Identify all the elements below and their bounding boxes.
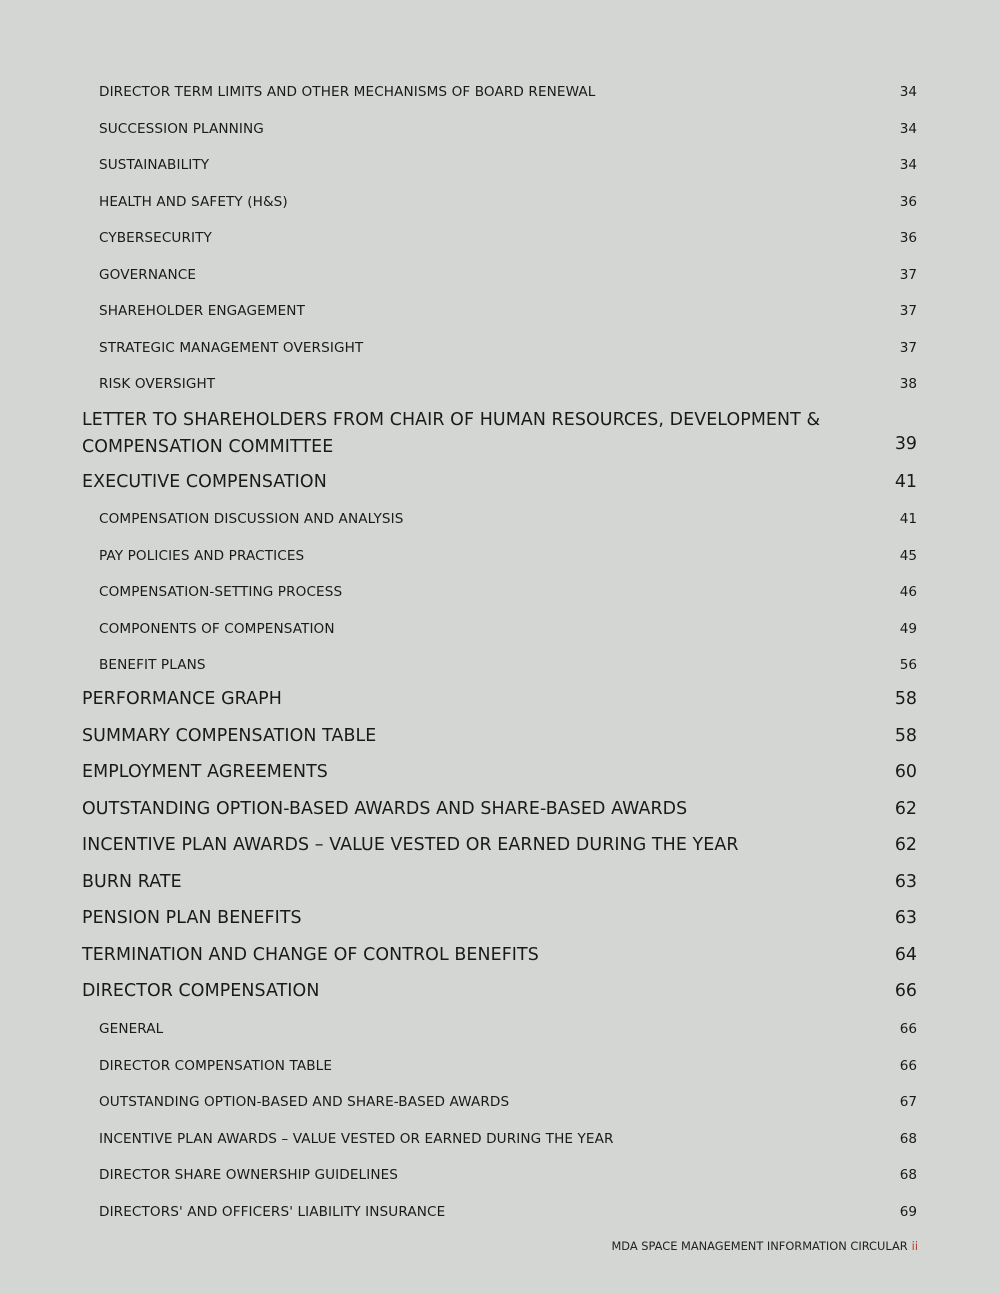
- toc-entry-page-number: 37: [899, 303, 917, 319]
- toc-entry-title: EMPLOYMENT AGREEMENTS: [82, 762, 328, 782]
- toc-entry-title: TERMINATION AND CHANGE OF CONTROL BENEFITS: [82, 945, 539, 965]
- toc-entry-title: DIRECTOR TERM LIMITS AND OTHER MECHANISMS OF BOARD RENEWAL: [99, 84, 596, 100]
- toc-entry-title: SUSTAINABILITY: [99, 157, 210, 173]
- toc-entry-title: EXECUTIVE COMPENSATION: [82, 472, 327, 492]
- footer-title: MDA SPACE MANAGEMENT INFORMATION CIRCULAR: [611, 1239, 908, 1253]
- toc-entry-page-number: 62: [894, 799, 917, 819]
- toc-entry-page-number: 37: [899, 340, 917, 356]
- toc-entry-title: COMPONENTS OF COMPENSATION: [99, 621, 335, 637]
- toc-entry-title: OUTSTANDING OPTION-BASED AWARDS AND SHARE-BASED AWARDS: [82, 799, 688, 819]
- toc-entry-page-number: 38: [899, 376, 917, 392]
- toc-entry-page-number: 62: [894, 835, 917, 855]
- toc-entry-title: RISK OVERSIGHT: [99, 376, 216, 392]
- toc-entry-title: GOVERNANCE: [99, 267, 197, 283]
- toc-entry-page-number: 37: [899, 267, 917, 283]
- toc-entry-page-number: 68: [899, 1167, 917, 1183]
- toc-entry-page-number: 45: [899, 548, 917, 564]
- toc-entry-page-number: 41: [899, 511, 917, 527]
- toc-entry-title: DIRECTORS' AND OFFICERS' LIABILITY INSURANCE: [99, 1204, 446, 1220]
- toc-entry-title: BURN RATE: [82, 872, 182, 892]
- toc-entry-page-number: 66: [894, 981, 917, 1001]
- toc-entry-title: GENERAL: [99, 1021, 164, 1037]
- toc-entry-page-number: 63: [894, 872, 917, 892]
- toc-entry-page-number: 49: [899, 621, 917, 637]
- toc-entry-title: SUCCESSION PLANNING: [99, 121, 264, 137]
- toc-entry-page-number: 36: [899, 194, 917, 210]
- toc-entry-title: SHAREHOLDER ENGAGEMENT: [99, 303, 305, 319]
- toc-entry-title: HEALTH AND SAFETY (H&S): [99, 194, 288, 210]
- toc-entry-page-number: 58: [894, 689, 917, 709]
- toc-entry-page-number: 68: [899, 1131, 917, 1147]
- toc-entry-page-number: 64: [894, 945, 917, 965]
- toc-entry-title: PAY POLICIES AND PRACTICES: [99, 548, 305, 564]
- toc-entry-title: DIRECTOR COMPENSATION: [82, 981, 320, 1001]
- toc-entry-page-number: 34: [899, 157, 917, 173]
- toc-entry-page-number: 60: [894, 762, 917, 782]
- toc-entry-page-number: 34: [899, 121, 917, 137]
- toc-entry-title: INCENTIVE PLAN AWARDS – VALUE VESTED OR EARNED DURING THE YEAR: [82, 835, 739, 855]
- toc-entry-page-number: 66: [899, 1058, 917, 1074]
- toc-entry-title: BENEFIT PLANS: [99, 657, 206, 673]
- toc-entry-page-number: 58: [894, 726, 917, 746]
- toc-entry-title: OUTSTANDING OPTION-BASED AND SHARE-BASED AWARDS: [99, 1094, 510, 1110]
- page-footer: [611, 1239, 918, 1253]
- toc-entry-page-number: 56: [899, 657, 917, 673]
- toc-entry-title: DIRECTOR SHARE OWNERSHIP GUIDELINES: [99, 1167, 399, 1183]
- toc-entry-title: INCENTIVE PLAN AWARDS – VALUE VESTED OR EARNED DURING THE YEAR: [99, 1131, 614, 1147]
- toc-entry-title: STRATEGIC MANAGEMENT OVERSIGHT: [99, 340, 364, 356]
- toc-entry-page-number: 63: [894, 908, 917, 928]
- toc-entry-title: DIRECTOR COMPENSATION TABLE: [99, 1058, 333, 1074]
- toc-entry-page-number: 36: [899, 230, 917, 246]
- toc-entry-page-number: 66: [899, 1021, 917, 1037]
- toc-entry-title: PERFORMANCE GRAPH: [82, 689, 282, 709]
- toc-entry-title: CYBERSECURITY: [99, 230, 212, 246]
- toc-entry-page-number: 69: [899, 1204, 917, 1220]
- toc-entry-page-number: 67: [899, 1094, 917, 1110]
- toc-entry-page-number: 34: [899, 84, 917, 100]
- footer-page-number: ii: [911, 1239, 918, 1253]
- toc-entry-title: COMPENSATION-SETTING PROCESS: [99, 584, 343, 600]
- toc-entry-title: COMPENSATION DISCUSSION AND ANALYSIS: [99, 511, 404, 527]
- toc-entry-page-number: 41: [894, 472, 917, 492]
- toc-entry-page-number: 39: [894, 434, 917, 454]
- toc-entry-title: SUMMARY COMPENSATION TABLE: [82, 726, 377, 746]
- toc-entry-title: LETTER TO SHAREHOLDERS FROM CHAIR OF HUMAN RESOURCES, DEVELOPMENT & COMPENSATION COMMITTEE: [82, 410, 821, 457]
- toc-entry-page-number: 46: [899, 584, 917, 600]
- toc-entry-title: PENSION PLAN BENEFITS: [82, 908, 302, 928]
